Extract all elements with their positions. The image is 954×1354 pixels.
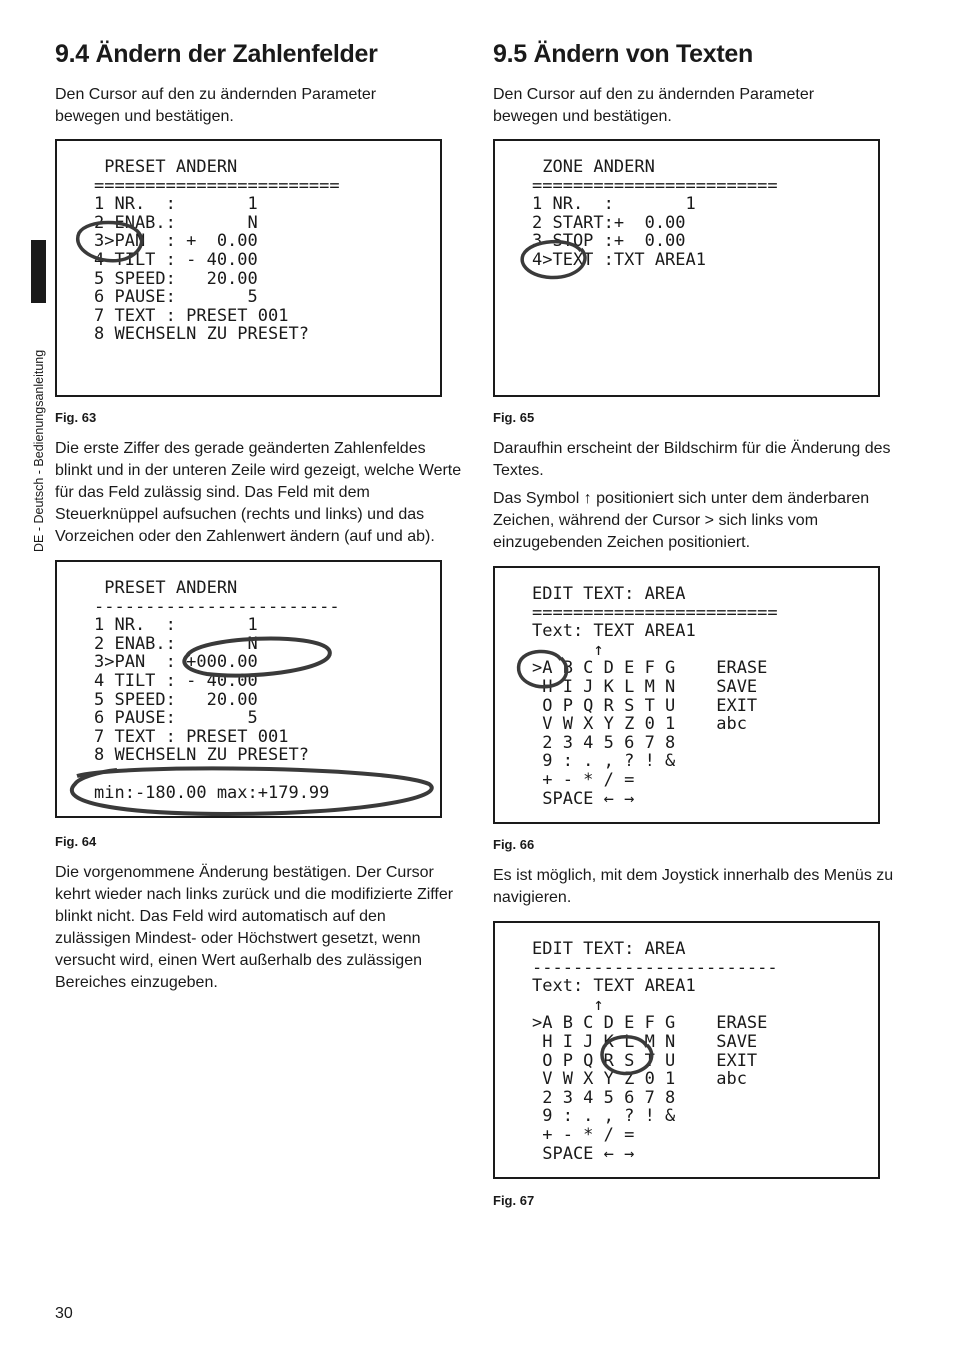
fig65-annotations — [495, 141, 882, 399]
screen-line: 1 NR. : 1 — [532, 194, 696, 215]
screen-line: Text: TEXT AREA1 — [532, 976, 696, 997]
screen-line: + - * / = — [532, 769, 635, 790]
screen-line: min:-180.00 max:+179.99 — [94, 782, 330, 803]
screen-line: SPACE ← → — [532, 1143, 635, 1164]
screen-line: V W X Y Z 0 1 abc — [532, 1069, 747, 1090]
screen-line: V W X Y Z 0 1 abc — [532, 714, 747, 735]
screen-line: 2 ENAB.: N — [94, 633, 258, 654]
section-heading-9-5: 9.5 Ändern von Texten — [493, 40, 753, 68]
screen-line: 4>TEXT :TXT AREA1 — [532, 249, 706, 270]
value-highlight-ellipse — [184, 639, 330, 676]
screen-line: >A B C D E F G ERASE — [532, 658, 768, 679]
screen-line: 3>PAN : +000.00 — [94, 652, 258, 673]
fig66-caption: Fig. 66 — [493, 837, 535, 852]
right-text-2b: Das Symbol ↑ positioniert sich unter dem änderbaren Zeichen, während der Cursor > sich links vom einzugebenden Zeichen positioniert. — [493, 490, 870, 551]
cursor-highlight-circle — [602, 1037, 652, 1074]
fig64-annotations — [57, 562, 444, 820]
screen-line: SPACE ← → — [532, 788, 635, 809]
screen-line: PRESET ANDERN — [94, 578, 238, 598]
screen-line: 3>PAN : + 0.00 — [94, 231, 258, 252]
screen-line: 7 TEXT : PRESET 001 — [94, 305, 289, 326]
fig66-screen — [493, 566, 880, 824]
screen-line: 6 PAUSE: 5 — [94, 287, 258, 308]
fig67-annotations — [495, 923, 882, 1181]
left-text-2: Die erste Ziffer des gerade geänderten Zahlenfeldes blinkt und in der unteren Zeile wird gezeigt, welche Werte für das Feld zulässig sind. Das Feld mit dem Steuerknüppel aufsuchen (rechts und links) und das Vorzeichen oder den Zahlenwert ändern (auf und ab). — [55, 440, 462, 545]
screen-line: 7 TEXT : PRESET 001 — [94, 726, 289, 747]
screen-line: ======================== — [532, 602, 778, 623]
right-text-2a: Daraufhin erscheint der Bildschirm für die Änderung des Textes. — [493, 440, 891, 479]
screen-line: ======================== — [94, 175, 340, 196]
screen-line: ------------------------ — [532, 957, 778, 978]
screen-line: 8 WECHSELN ZU PRESET? — [94, 745, 309, 766]
screen-line: EDIT TEXT: AREA — [532, 939, 686, 959]
screen-line: 2 3 4 5 6 7 8 — [532, 732, 676, 753]
screen-line: 5 SPEED: 20.00 — [94, 689, 258, 710]
range-highlight-ellipse — [72, 768, 432, 814]
sidebar-language-label: DE - Deutsch - Bedienungsanleitung — [32, 349, 46, 552]
chapter-marker-bar — [31, 240, 46, 303]
screen-line: + - * / = — [532, 1124, 635, 1145]
screen-line: 4 TILT : - 40.00 — [94, 670, 258, 691]
right-text-3: Es ist möglich, mit dem Joystick innerhalb des Menüs zu navigieren. — [493, 867, 894, 906]
screen-line: 5 SPEED: 20.00 — [94, 268, 258, 289]
screen-line: 8 WECHSELN ZU PRESET? — [94, 324, 309, 345]
fig63-screen — [55, 139, 442, 397]
screen-line: 2 ENAB.: N — [94, 212, 258, 233]
screen-line: 1 NR. : 1 — [94, 615, 258, 636]
fig67-screen — [493, 921, 880, 1179]
screen-line: 6 PAUSE: 5 — [94, 708, 258, 729]
fig66-annotations — [495, 568, 882, 826]
screen-line: 3 STOP :+ 0.00 — [532, 231, 686, 252]
left-intro-text: Den Cursor auf den zu ändernden Parameter bewegen und bestätigen. — [55, 86, 377, 125]
screen-line: 1 NR. : 1 — [94, 194, 258, 215]
screen-line: >A B C D E F G ERASE — [532, 1013, 768, 1034]
screen-line: ======================== — [532, 175, 778, 196]
fig67-caption: Fig. 67 — [493, 1193, 535, 1208]
fig63-caption: Fig. 63 — [55, 410, 97, 425]
screen-line: 9 : . , ? ! & — [532, 1106, 676, 1127]
screen-line: EDIT TEXT: AREA — [532, 584, 686, 604]
cursor-highlight-circle — [78, 223, 142, 261]
section-heading-9-4: 9.4 Ändern der Zahlenfelder — [55, 40, 378, 68]
screen-line: 4 TILT : - 40.00 — [94, 249, 258, 270]
screen-line: O P Q R S T U EXIT — [532, 695, 758, 716]
screen-line: ↑ — [532, 994, 604, 1015]
fig63-annotations — [57, 141, 444, 399]
left-text-3: Die vorgenommene Änderung bestätigen. Der Cursor kehrt wieder nach links zurück und die modifizierte Ziffer blinkt nicht. Das Feld wird automatisch auf den zulässigen Mindest- oder Höchstwert gesetzt, wenn versucht wird, einen Wert außerhalb des zulässigen Bereiches einzugeben. — [55, 864, 454, 991]
screen-line: ZONE ANDERN — [532, 157, 655, 177]
fig65-screen — [493, 139, 880, 397]
fig64-screen — [55, 560, 442, 818]
fig65-caption: Fig. 65 — [493, 410, 535, 425]
cursor-highlight-circle — [522, 242, 585, 278]
screen-line: ↑ — [532, 639, 604, 660]
screen-line: ------------------------ — [94, 596, 340, 617]
screen-line: 2 START:+ 0.00 — [532, 212, 686, 233]
screen-line: H I J K L M N SAVE — [532, 676, 758, 697]
cursor-highlight-circle — [519, 651, 567, 686]
screen-line: 2 3 4 5 6 7 8 — [532, 1087, 676, 1108]
screen-line: H I J K L M N SAVE — [532, 1031, 758, 1052]
fig64-caption: Fig. 64 — [55, 834, 97, 849]
screen-line: PRESET ANDERN — [94, 157, 238, 177]
screen-line: 9 : . , ? ! & — [532, 751, 676, 772]
page-number: 30 — [55, 1305, 73, 1322]
right-intro-text: Den Cursor auf den zu ändernden Parameter bewegen und bestätigen. — [493, 86, 815, 125]
screen-line: Text: TEXT AREA1 — [532, 621, 696, 642]
screen-line: O P Q R S T U EXIT — [532, 1050, 758, 1071]
